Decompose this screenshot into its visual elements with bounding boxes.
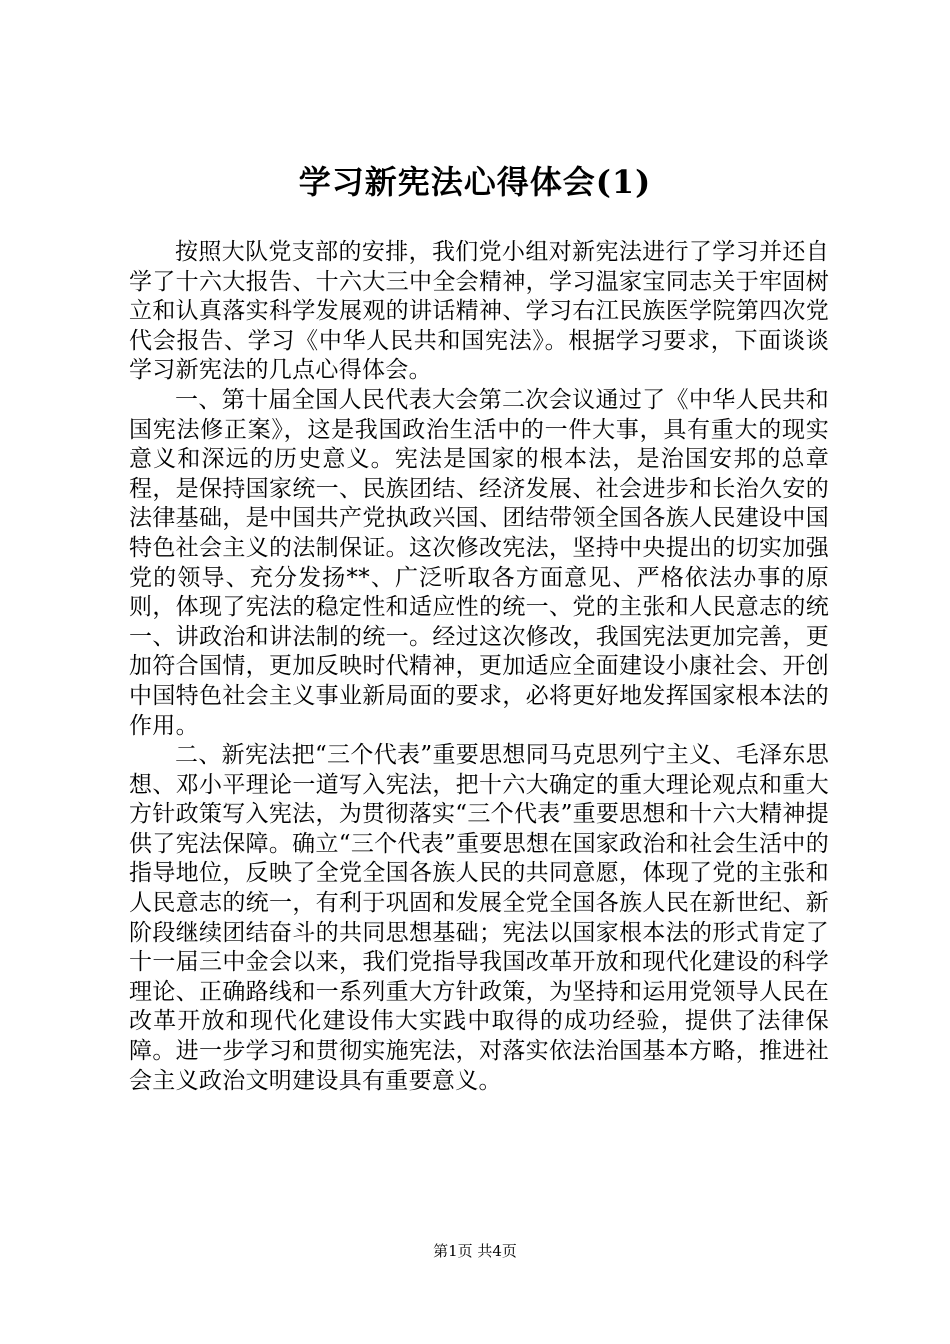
document-body xyxy=(129,238,829,1096)
page-footer: 第1页 共4页 xyxy=(433,1242,517,1260)
paragraph: 二、新宪法把“三个代表”重要思想同马克思列宁主义、毛泽东思想、邓小平理论一道写入宪法，把十六大确定的重大理论观点和重大方针政策写入宪法，为贯彻落实“三个代表”重要思想和十六大精神提供了宪法保障。确立“三个代表”重要思想在国家政治和社会生活中的指导地位，反映了全党全国各族人民的共同意愿，体现了党的主张和人民意志的统一，有利于巩固和发展全党全国各族人民在新世纪、新阶段继续团结奋斗的共同思想基础；宪法以国家根本法的形式肯定了十一届三中金会以来，我们党指导我国改革开放和现代化建设的科学理论、正确路线和一系列重大方针政策，为坚持和运用党领导人民在改革开放和现代化建设伟大实践中取得的成功经验，提供了法律保障。进一步学习和贯彻实施宪法，对落实依法治国基本方略，推进社会主义政治文明建设具有重要意义。 xyxy=(129,742,829,1094)
paragraph: 按照大队党支部的安排，我们党小组对新宪法进行了学习并还自学了十六大报告、十六大三中全会精神，学习温家宝同志关于牢固树立和认真落实科学发展观的讲话精神、学习右江民族医学院第四次党代会报告、学习《中华人民共和国宪法》。根据学习要求，下面谈谈学习新宪法的几点心得体会。 xyxy=(129,239,829,384)
document-title: 学习新宪法心得体会(1) xyxy=(298,163,652,201)
paragraph: 一、第十届全国人民代表大会第二次会议通过了《中华人民共和国宪法修正案》，这是我国政治生活中的一件大事，具有重大的现实意义和深远的历史意义。宪法是国家的根本法，是治国安邦的总章程，是保持国家统一、民族团结、经济发展、社会进步和长治久安的法律基础，是中国共产党执政兴国、团结带领全国各族人民建设中国特色社会主义的法制保证。这次修改宪法，坚持中央提出的切实加强党的领导、充分发扬**、广泛听取各方面意见、严格依法办事的原则，体现了宪法的稳定性和适应性的统一、党的主张和人民意志的统一、讲政治和讲法制的统一。经过这次修改，我国宪法更加完善，更加符合国情，更加反映时代精神，更加适应全面建设小康社会、开创中国特色社会主义事业新局面的要求，必将更好地发挥国家根本法的作用。 xyxy=(129,386,829,739)
